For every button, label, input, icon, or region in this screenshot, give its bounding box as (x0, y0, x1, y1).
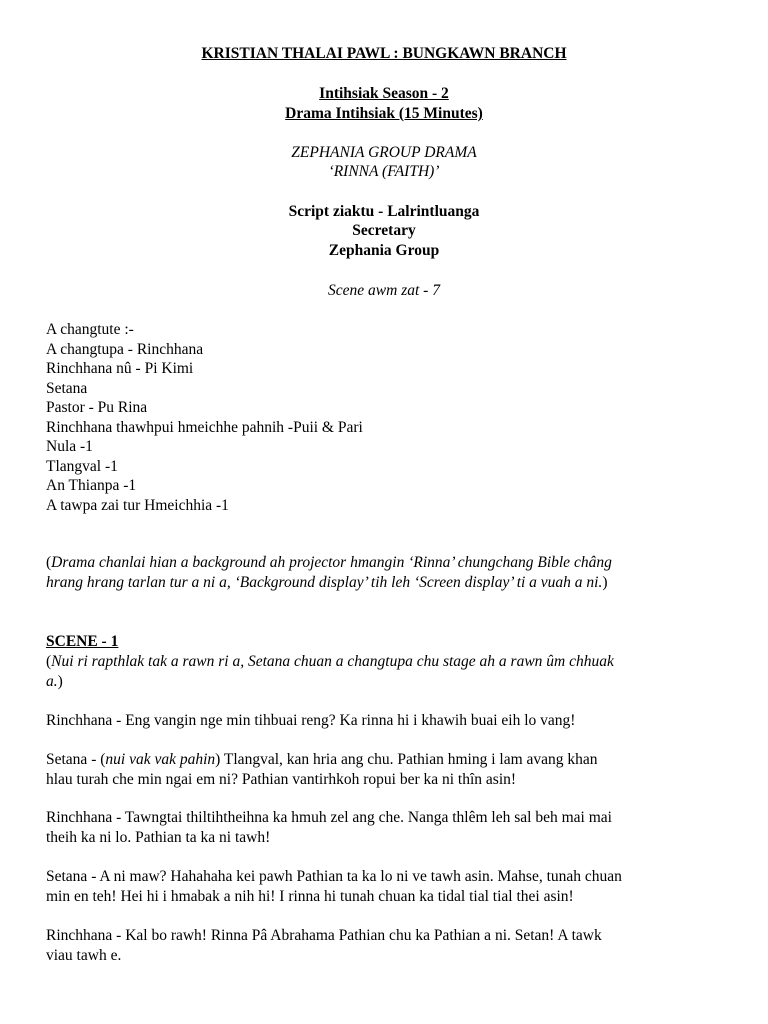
scene-1-stage-direction (46, 652, 731, 691)
cast-member: Setana (46, 379, 88, 397)
cast-member: Rinchhana thawhpui hmeichhe pahnih -Puii & Pari (46, 418, 363, 436)
cast-member: A tawpa zai tur Hmeichhia -1 (46, 496, 229, 514)
drama-type-title: Drama Intihsiak (15 Minutes) (285, 105, 483, 122)
dialogue-line (46, 750, 731, 789)
dialogue-text: viau tawh e. (46, 946, 122, 964)
dialogue-line (46, 711, 731, 731)
note-line-2: hrang hrang tarlan tur a ni a, ‘Background display’ tih leh ‘Screen display’ ti a vuah a ni. (46, 573, 603, 591)
dialogue-line (46, 867, 731, 906)
direction-line-1: Nui ri rapthlak tak a rawn ri a, Setana chuan a changtupa chu stage ah a rawn ûm chhuak (51, 653, 614, 670)
cast-member: Rinchhana nû - Pi Kimi (46, 360, 194, 377)
cast-member: Pastor - Pu Rina (46, 399, 148, 416)
scene-1-heading: SCENE - 1 (46, 633, 119, 650)
note-line-1: Drama chanlai hian a background ah projector hmangin ‘Rinna’ chungchang Bible châng (51, 554, 612, 571)
group-drama-title: ZEPHANIA GROUP DRAMA (291, 144, 477, 161)
cast-heading: A changtute :- (46, 321, 134, 338)
cast-member: Tlangval -1 (46, 457, 118, 475)
cast-member: An Thianpa -1 (46, 477, 137, 494)
writer-group: Zephania Group (328, 242, 440, 259)
script-writer: Script ziaktu - Lalrintluanga (288, 203, 480, 220)
dialogue-text: min en teh! Hei hi i hmabak a nih hi! I rinna hi tunah chuan ka tidal tial tial thei asin! (46, 887, 574, 905)
scene-count: Scene awm zat - 7 (328, 282, 440, 299)
dialogue-speaker: Setana - ( (46, 751, 106, 768)
writer-role: Secretary (352, 222, 416, 239)
dialogue-text: Rinchhana - Kal bo rawh! Rinna Pâ Abrahama Pathian chu ka Pathian a ni. Setan! A tawk (46, 927, 602, 944)
direction-line-2: a. (46, 672, 58, 690)
dialogue-text: ) Tlangval, kan hria ang chu. Pathian hming i lam avang khan (215, 751, 598, 768)
dialogue-text: hlau turah che min ngai em ni? Pathian vantirhkoh ropui ber ka ni thîn asin! (46, 770, 517, 788)
cast-list (46, 320, 736, 515)
dialogue-text: Rinchhana - Tawngtai thiltihtheihna ka hmuh zel ang che. Nanga thlêm leh sal beh mai mai (46, 809, 612, 826)
cast-member: Nula -1 (46, 438, 93, 455)
note-open-paren: ( (46, 554, 52, 571)
org-title: KRISTIAN THALAI PAWL : BUNGKAWN BRANCH (201, 45, 567, 62)
dialogue-stage-direction: nui vak vak pahin (105, 751, 216, 768)
dialogue-line (46, 808, 731, 847)
dialogue-text: theih ka ni lo. Pathian ta ka ni tawh! (46, 828, 271, 846)
background-note (46, 553, 731, 592)
dialogue-text: Rinchhana - Eng vangin nge min tihbuai reng? Ka rinna hi i khawih buai eih lo vang! (46, 712, 576, 729)
cast-member: A changtupa - Rinchhana (46, 340, 204, 358)
direction-close-paren: ) (57, 672, 63, 690)
direction-open-paren: ( (46, 653, 52, 670)
dialogue-line (46, 926, 731, 965)
dialogue-text: Setana - A ni maw? Hahahaha kei pawh Pathian ta ka lo ni ve tawh asin. Mahse, tunah chuan (46, 868, 622, 885)
season-title: Intihsiak Season - 2 (319, 85, 449, 102)
drama-title: ‘RINNA (FAITH)’ (328, 163, 440, 180)
note-close-paren: ) (602, 573, 608, 591)
